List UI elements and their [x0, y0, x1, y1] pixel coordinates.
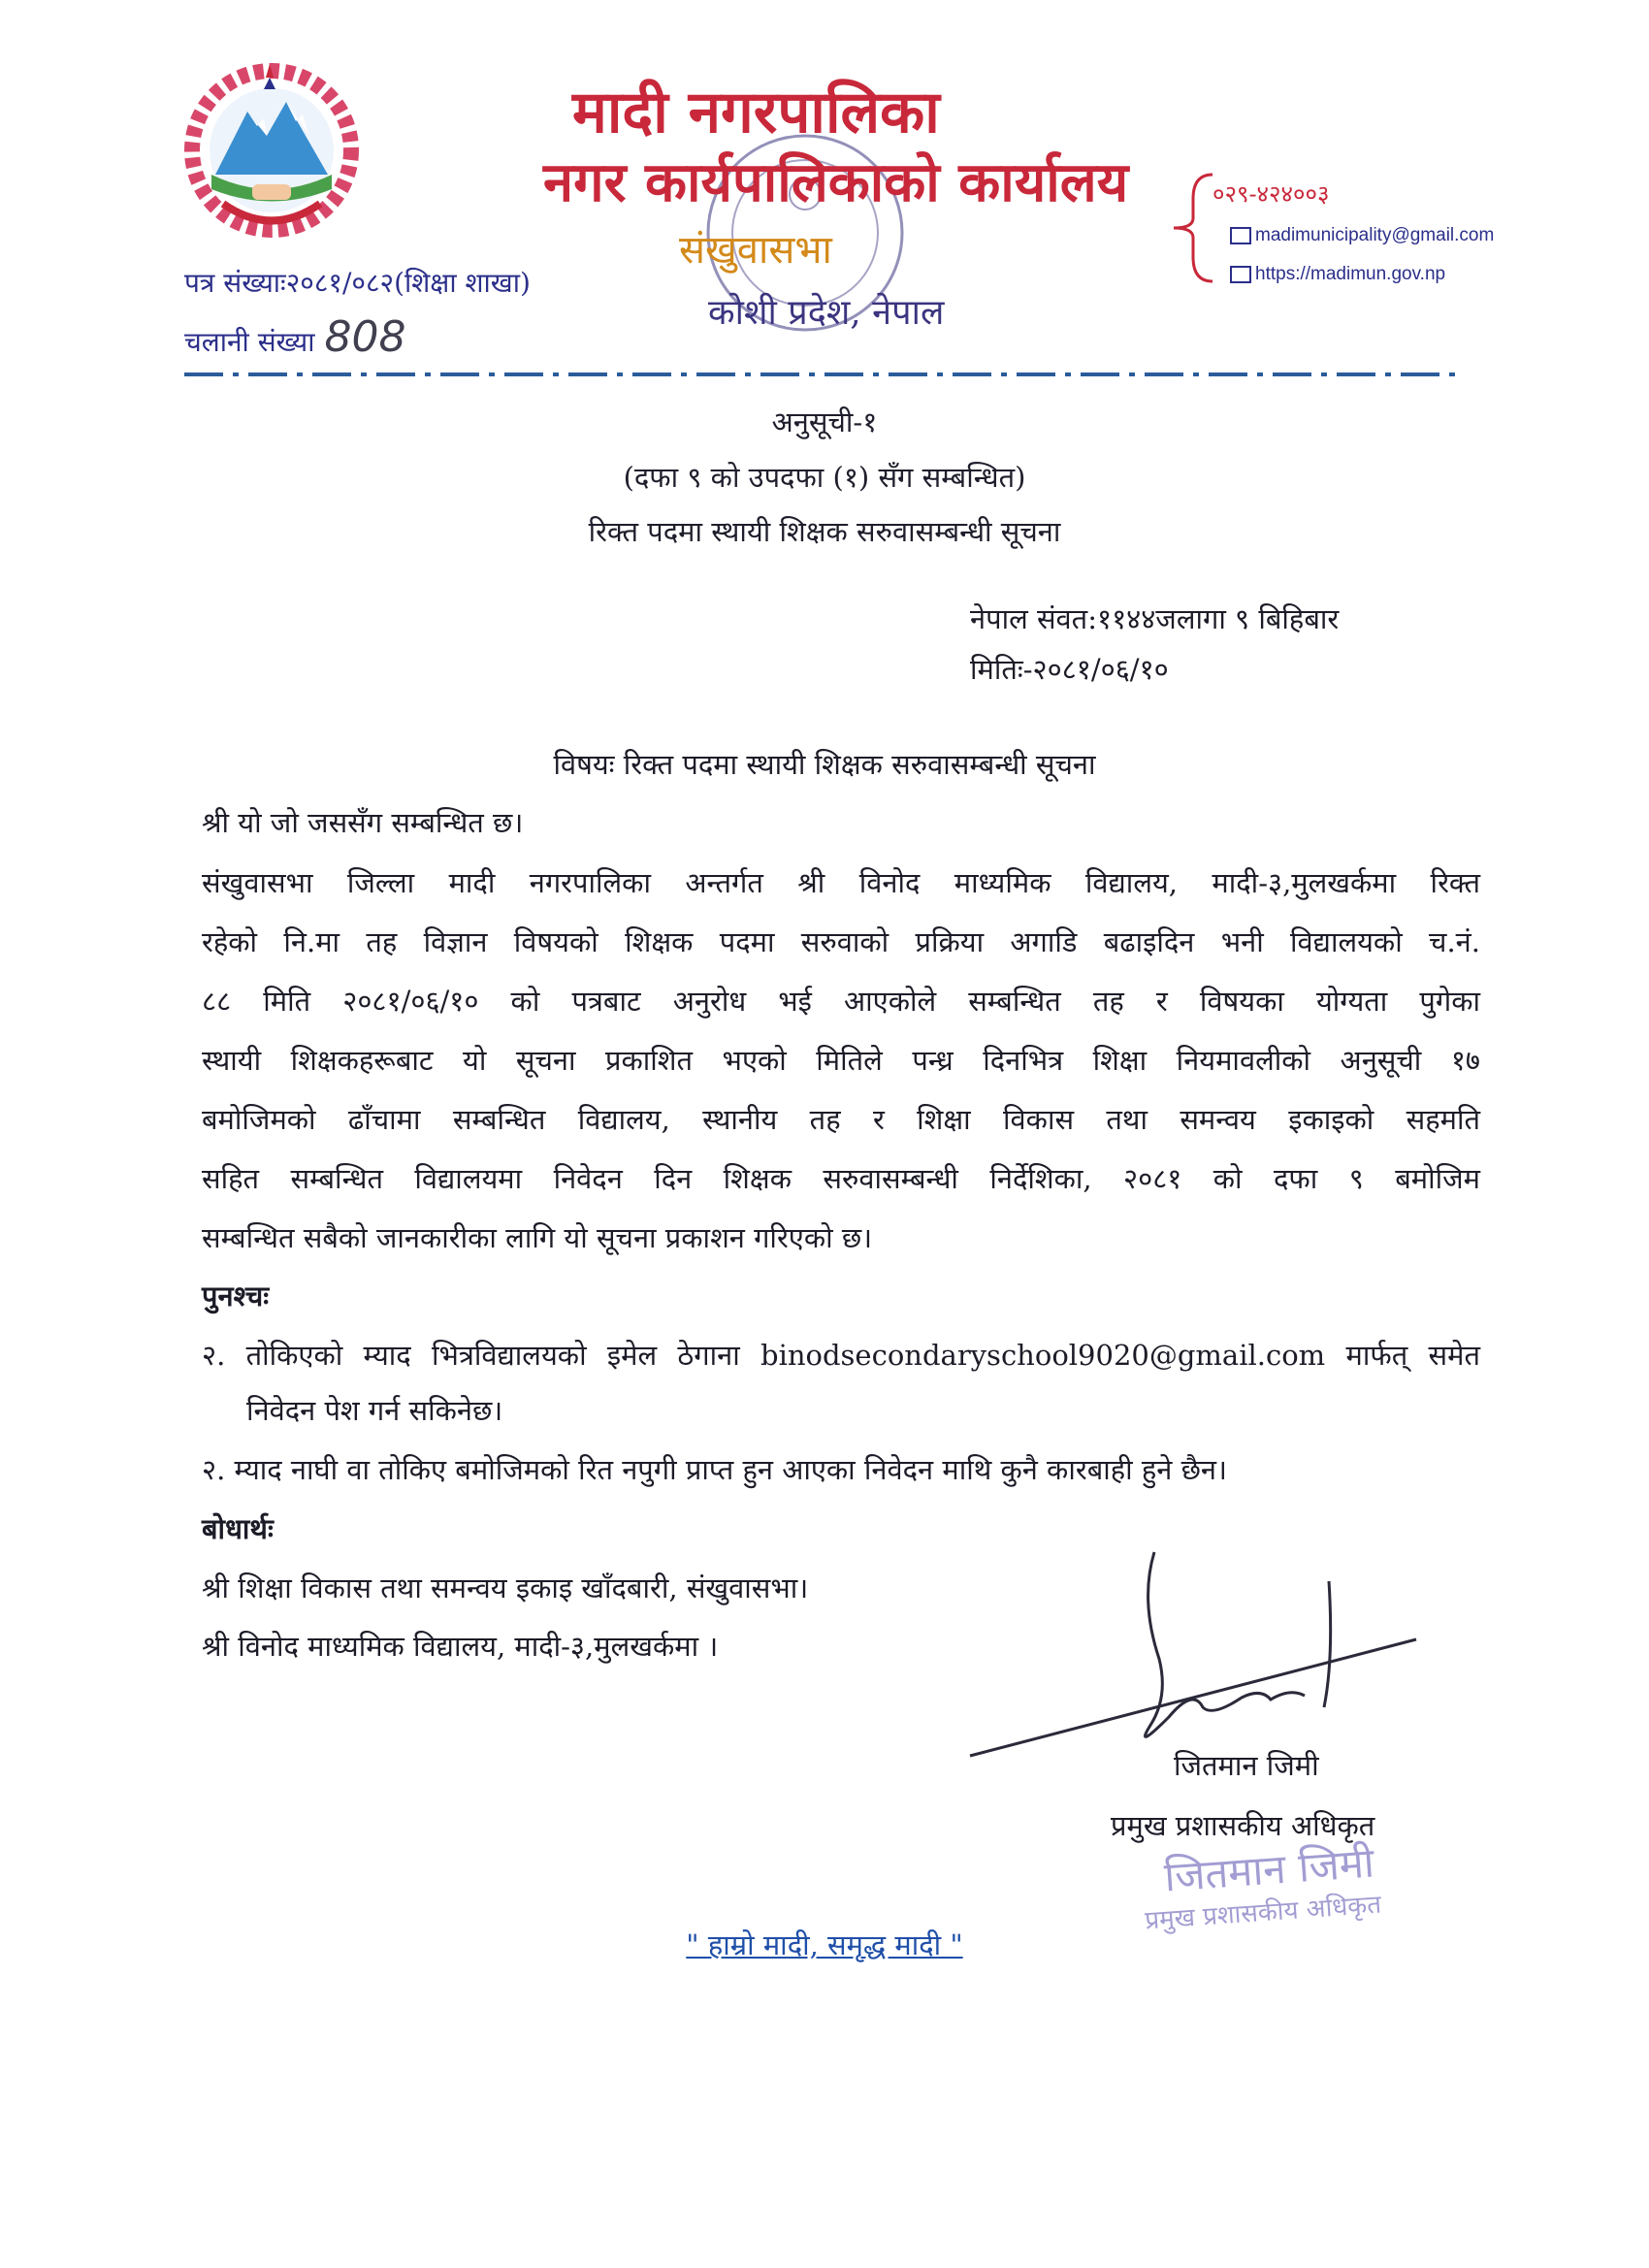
letter-number: पत्र संख्याः२०८१/०८२(शिक्षा शाखा) — [184, 267, 531, 299]
contact-website-text: https://madimun.gov.np — [1255, 264, 1446, 284]
cc-recipient: श्री विनोद माध्यमिक विद्यालय, मादी-३,मुलखर्कमा । — [202, 1630, 719, 1663]
contact-brace-icon — [1169, 170, 1217, 286]
mail-icon — [1230, 227, 1251, 244]
notice-heading: रिक्त पदमा स्थायी शिक्षक सरुवासम्बन्धी सूचना — [588, 515, 1061, 548]
computer-icon — [1230, 266, 1251, 283]
footer-slogan: " हाम्रो मादी, समृद्ध मादी " — [686, 1928, 963, 1961]
dispatch-value: 808 — [324, 312, 406, 362]
salutation: श्री यो जो जससँग सम्बन्धित छ। — [202, 806, 524, 839]
postscript-item-2: २. म्याद नाघी वा तोकिए बमोजिमको रित नपुगी प्राप्त हुन आएका निवेदन माथि कुनै कारबाही हुने छैन। — [202, 1453, 1228, 1486]
cc-label: बोधार्थः — [202, 1512, 274, 1545]
contact-email — [1230, 225, 1494, 246]
body-line: रहेको नि.मा तह विज्ञान विषयको शिक्षक पदमा सरुवाको प्रक्रिया अगाडि बढाइदिन भनी विद्यालयको च.नं. — [202, 925, 1480, 958]
body-line: सहित सम्बन्धित विद्यालयमा निवेदन दिन शिक्षक सरुवासम्बन्धी निर्देशिका, २०८१ को दफा ९ बमोजिम — [202, 1162, 1480, 1195]
body-line-last: सम्बन्धित सबैको जानकारीका लागि यो सूचना प्रकाशन गरिएको छ। — [202, 1221, 873, 1254]
postscript-item-1: २. तोकिएको म्याद भित्रविद्यालयको इमेल ठेगाना binodsecondaryschool9020@gmail.com मार्फत् समेत — [202, 1339, 1480, 1372]
body-line: बमोजिमको ढाँचामा सम्बन्धित विद्यालय, स्थानीय तह र शिक्षा विकास तथा समन्वय इकाइको सहमति — [202, 1103, 1480, 1136]
contact-website — [1230, 264, 1445, 285]
contact-phone: ०२९-४२४००३ — [1212, 180, 1330, 208]
body-line: संखुवासभा जिल्ला मादी नगरपालिका अन्तर्गत श्री विनोद माध्यमिक विद्यालय, मादी-३,मुलखर्कमा रिक्त — [202, 866, 1480, 899]
nepal-samvat-date: नेपाल संवत:११४४जलागा ९ बिहिबार — [970, 602, 1340, 635]
signatory-designation: प्रमुख प्रशासकीय अधिकृत — [1111, 1809, 1375, 1842]
subject-line: विषयः रिक्त पदमा स्थायी शिक्षक सरुवासम्बन्धी सूचना — [553, 748, 1096, 781]
province-name: कोशी प्रदेश, नेपाल — [708, 293, 945, 333]
contact-email-text: madimunicipality@gmail.com — [1255, 225, 1495, 245]
cc-recipient: श्री शिक्षा विकास तथा समन्वय इकाइ खाँदबारी, संखुवासभा। — [202, 1571, 809, 1604]
header-divider — [184, 373, 1465, 376]
district-name: संखुवासभा — [679, 228, 832, 273]
section-reference: (दफा ९ को उपदफा (१) सँग सम्बन्धित) — [623, 461, 1026, 494]
body-line: स्थायी शिक्षकहरूबाट यो सूचना प्रकाशित भएको मितिले पन्ध्र दिनभित्र शिक्षा नियमावलीको अनुसूची १७ — [202, 1044, 1480, 1077]
body-line: ८८ मिति २०८१/०६/१० को पत्रबाट अनुरोध भई आएकोले सम्बन्धित तह र विषयका योग्यता पुगेका — [202, 985, 1480, 1018]
dispatch-label: चलानी संख्या — [184, 326, 315, 358]
postscript-item-1-cont: निवेदन पेश गर्न सकिनेछ। — [246, 1394, 503, 1427]
postscript-label: पुनश्चः — [202, 1280, 270, 1312]
signatory-name: जितमान जिमी — [1174, 1749, 1319, 1782]
letter-date: मितिः-२०८१/०६/१० — [970, 653, 1169, 686]
schedule-title: अनुसूची-१ — [771, 405, 878, 438]
municipality-name: मादी नगरपालिका — [572, 79, 940, 146]
name-stamp: जितमान जिमी — [1162, 1838, 1376, 1901]
designation-stamp: प्रमुख प्रशासकीय अधिकृत — [1144, 1890, 1382, 1936]
dispatch-number — [184, 312, 406, 362]
office-name: नगर कार्यपालिकाको कार्यालय — [543, 150, 1129, 214]
nepal-emblem-icon — [155, 58, 388, 252]
